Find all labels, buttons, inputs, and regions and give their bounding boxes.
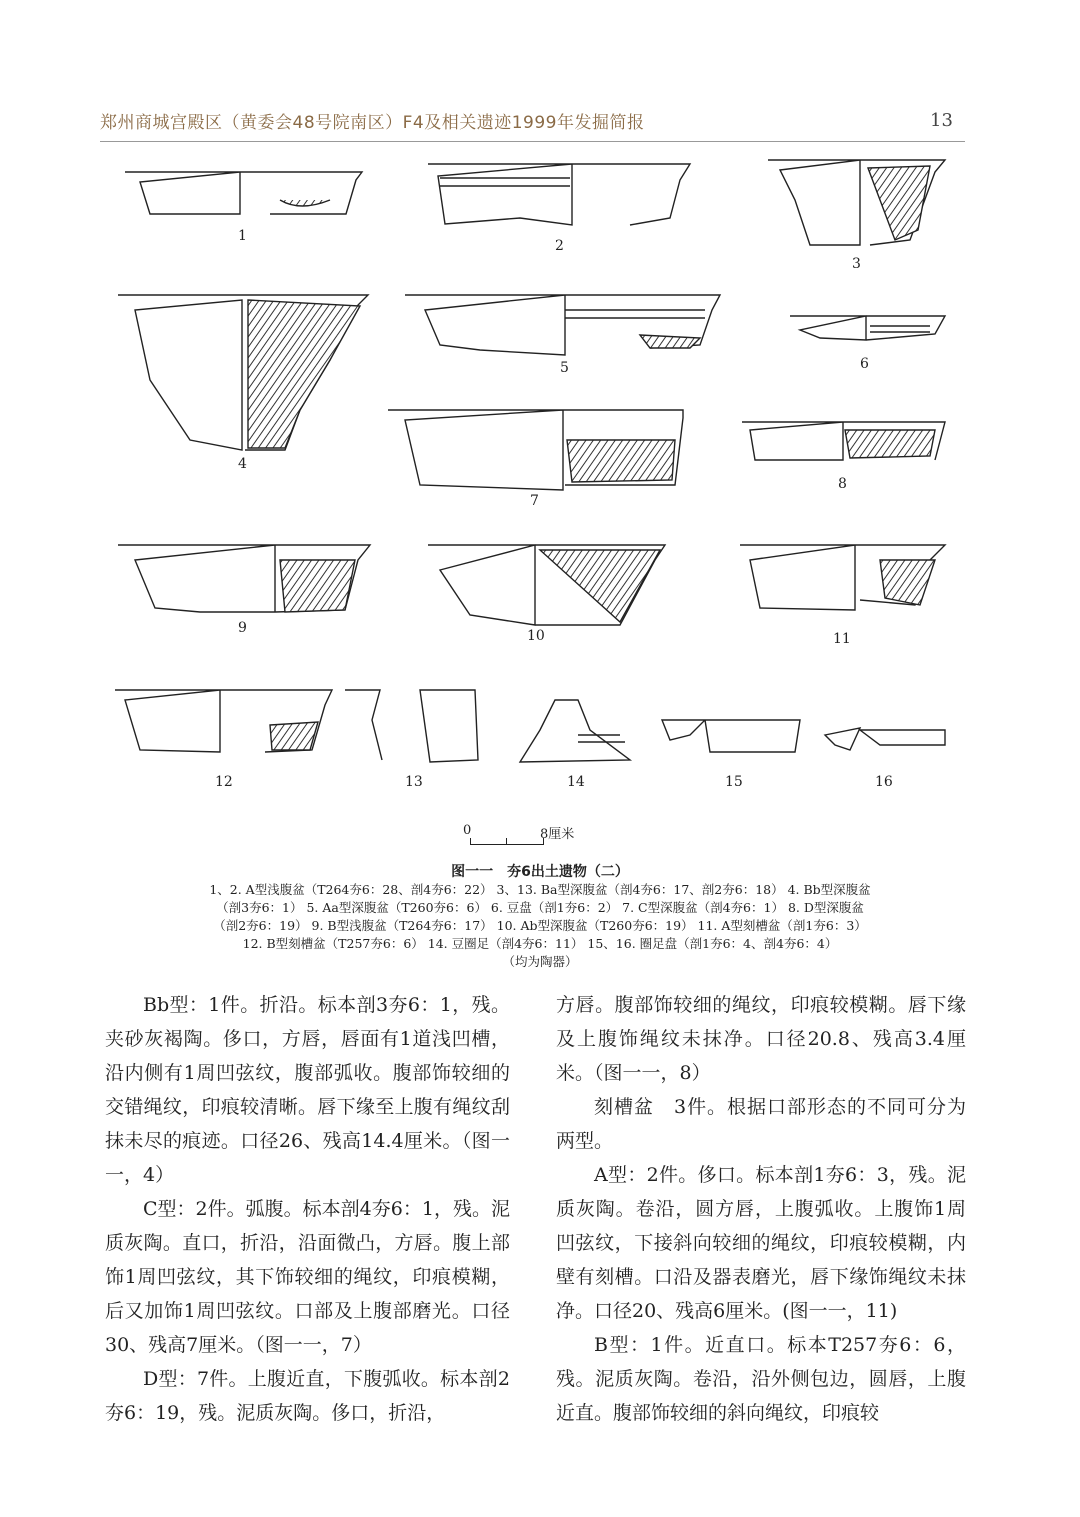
caption-line: （剖2夯6：19） 9. B型浅腹盆（T264夯6：17） 10. Ab型深腹盆（T260夯6：19） 11. A型刻槽盆（剖1夯6：3） xyxy=(213,918,867,933)
body-column-left xyxy=(105,988,510,1430)
scale-bar-end: 8厘米 xyxy=(540,827,575,842)
figure-label-11: 11 xyxy=(833,631,851,647)
caption-line: 1、2. A型浅腹盆（T264夯6：28、剖4夯6：22） 3、13. Ba型深腹盆（剖4夯6：17、剖2夯6：18） 4. Bb型深腹盆 xyxy=(209,882,871,897)
figure-label-9: 9 xyxy=(238,620,247,636)
figure-label-7: 7 xyxy=(530,493,539,509)
figure-label-2: 2 xyxy=(555,238,564,254)
vessel-14-drawing xyxy=(520,700,630,762)
figure-label-14: 14 xyxy=(567,774,585,790)
vessel-3-drawing xyxy=(768,160,945,245)
vessel-10-drawing xyxy=(428,545,665,625)
vessel-13-drawing xyxy=(345,690,478,762)
vessel-5-drawing xyxy=(405,295,720,355)
vessel-8-drawing xyxy=(742,422,945,460)
vessel-2-drawing xyxy=(428,164,690,225)
scale-bar-tick xyxy=(506,838,507,844)
vessel-7-drawing xyxy=(388,410,683,490)
scale-bar xyxy=(470,838,544,845)
scale-bar-zero: 0 xyxy=(463,823,472,838)
figure-label-13: 13 xyxy=(405,774,423,790)
vessel-12-drawing xyxy=(115,690,332,752)
vessel-6-drawing xyxy=(790,316,945,340)
header-rule xyxy=(100,141,965,142)
figure-label-6: 6 xyxy=(860,356,869,372)
paragraph: C型：2件。弧腹。标本剖4夯6：1，残。泥质灰陶。直口，折沿，沿面微凸，方唇。腹上部饰1周凹弦纹，其下饰较细的绳纹，印痕模糊，后又加饰1周凹弦纹。口部及上腹部磨光。口径30、残高7厘米。（图一一，7） xyxy=(105,1198,510,1356)
figure-label-16: 16 xyxy=(875,774,893,790)
caption-line: 12. B型刻槽盆（T257夯6：6） 14. 豆圈足（剖4夯6：11） 15、16. 圈足盘（剖1夯6：4、剖4夯6：4） xyxy=(242,936,838,951)
paragraph: A型：2件。侈口。标本剖1夯6：3，残。泥质灰陶。卷沿，圆方唇，上腹弧收。上腹饰1周凹弦纹，下接斜向较细的绳纹，印痕较模糊，内壁有刻槽。口沿及器表磨光，唇下缘饰绳纹未抹净。口径20、残高6厘米。(图一一，11) xyxy=(556,1164,966,1322)
figure-label-1: 1 xyxy=(238,228,247,244)
caption-line: （剖3夯6：1） 5. Aa型深腹盆（T260夯6：6） 6. 豆盘（剖1夯6：2） 7. C型深腹盆（剖4夯6：1） 8. D型深腹盆 xyxy=(216,900,864,915)
vessel-16-drawing xyxy=(825,728,945,750)
figure-title: 图一一 夯6出土遗物（二） xyxy=(451,864,629,880)
paragraph: D型：7件。上腹近直，下腹弧收。标本剖2夯6：19，残。泥质灰陶。侈口，折沿， xyxy=(105,1368,510,1424)
vessel-9-drawing xyxy=(118,545,370,612)
body-column-right xyxy=(556,988,966,1430)
paragraph: Bb型：1件。折沿。标本剖3夯6：1，残。夹砂灰褐陶。侈口，方唇，唇面有1道浅凹槽，沿内侧有1周凹弦纹，腹部弧收。腹部饰较细的交错绳纹，印痕较清晰。唇下缘至上腹有绳纹刮抹未尽的痕迹。口径26、残高14.4厘米。（图一一，4） xyxy=(105,994,510,1186)
pottery-drawing-plate xyxy=(0,150,1080,810)
vessel-11-drawing xyxy=(740,545,945,610)
paragraph: 方唇。腹部饰较细的绳纹，印痕较模糊。唇下缘及上腹饰绳纹未抹净。口径20.8、残高3.4厘米。（图一一，8） xyxy=(556,994,966,1084)
page-number: 13 xyxy=(930,110,953,131)
figure-label-12: 12 xyxy=(215,774,233,790)
paragraph: 刻槽盆 3件。根据口部形态的不同可分为两型。 xyxy=(556,1096,966,1152)
figure-label-4: 4 xyxy=(238,456,247,472)
figure-label-3: 3 xyxy=(852,256,861,272)
caption-line: （均为陶器） xyxy=(502,954,578,969)
paragraph: B型：1件。近直口。标本T257夯6：6，残。泥质灰陶。卷沿，沿外侧包边，圆唇，上腹近直。腹部饰较细的斜向绳纹，印痕较 xyxy=(556,1334,966,1424)
figure-label-10: 10 xyxy=(527,628,545,644)
figure-label-15: 15 xyxy=(725,774,743,790)
vessel-4-drawing xyxy=(118,295,368,450)
running-header-title: 郑州商城宫殿区（黄委会48号院南区）F4及相关遗迹1999年发掘简报 xyxy=(100,113,645,133)
vessel-1-drawing xyxy=(125,172,362,214)
figure-label-5: 5 xyxy=(560,360,569,376)
figure-label-8: 8 xyxy=(838,476,847,492)
vessel-15-drawing xyxy=(662,720,800,752)
